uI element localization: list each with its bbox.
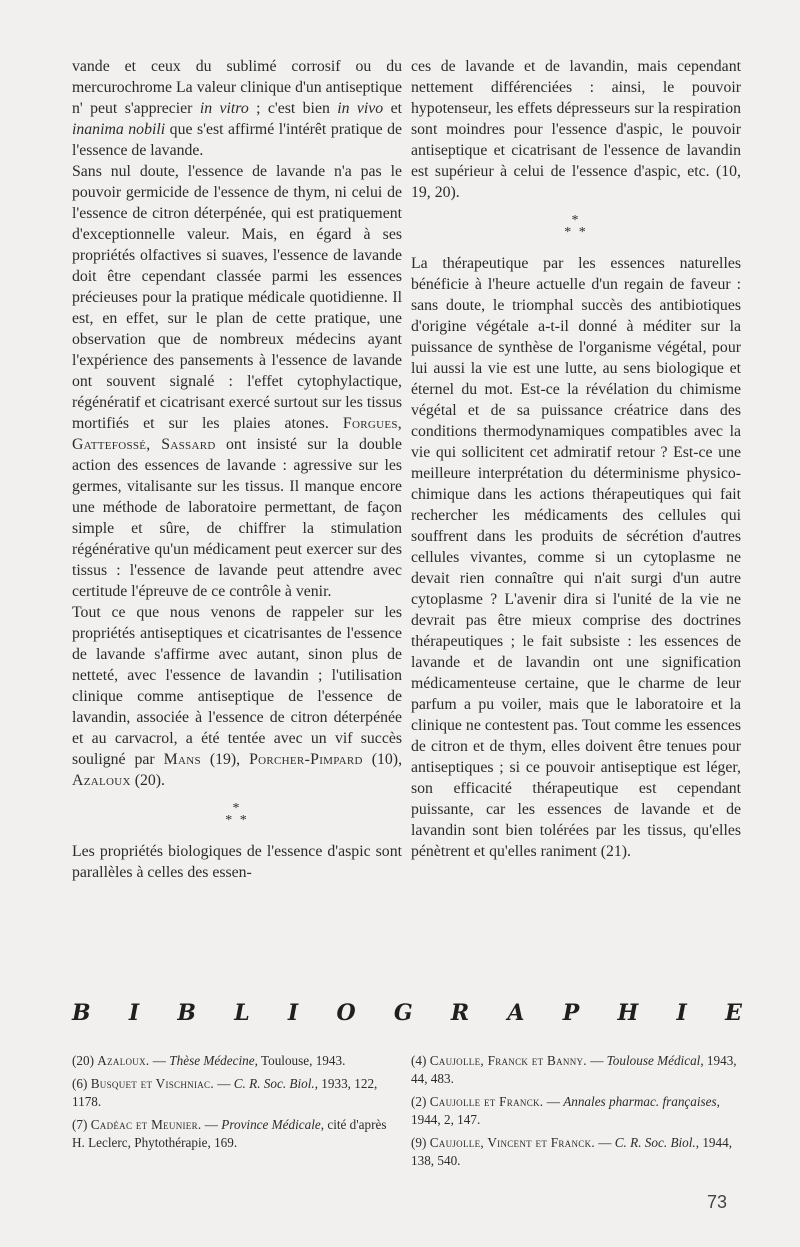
paragraph: Les propriétés biologiques de l'essence d'aspic sont parallèles à celles des essen-	[72, 843, 402, 881]
bibliography-entry: (9) Caujolle, Vincent et Franck. — C. R. Soc. Biol., 1944, 138, 540.	[411, 1135, 732, 1168]
paragraph: ces de lavande et de lavandin, mais cependant nettement différenciées : ainsi, le pouvoir hypotenseur, les effets dépresseurs sur la respiration sont moindres pour l'essence d'aspic, le pouvoir antiseptique et cicatrisant de l'essence de lavandin est supérieur à celui de l'essence d'aspic, etc. (10, 19, 20).	[411, 58, 741, 201]
heading-letter: O	[336, 1000, 356, 1026]
heading-letter: B	[72, 1000, 91, 1026]
heading-letter: I	[128, 1000, 140, 1026]
bibliography-left	[72, 1052, 402, 1157]
bibliography-entry: (20) Azaloux. — Thèse Médecine, Toulouse, 1943.	[72, 1053, 346, 1068]
paragraph: Tout ce que nous venons de rappeler sur les propriétés antiseptiques et cicatrisantes de l'essence de lavande s'affirme avec autant, sinon plus de netteté, avec l'essence de lavandin ; l'utilisation clinique comme antiseptique de l'essence de lavandin, associée à l'essence de citron déterpénée et au carvacrol, a été tentée avec un vif succès souligné par Mans (19), Porcher-Pimpard (10), Azaloux (20).	[72, 604, 403, 789]
bibliography-entry: (4) Caujolle, Franck et Banny. — Toulouse Médical, 1943, 44, 483.	[411, 1053, 737, 1086]
right-column	[411, 56, 741, 862]
bibliography-heading	[72, 1000, 742, 1026]
paragraph: Sans nul doute, l'essence de lavande n'a pas le pouvoir germicide de l'essence de thym, ni celui de l'essence de citron déterpénée, qui est pratiquement d'exceptionnelle valeur. Mais, en égard à ses propriétés olfactives si suaves, l'essence de lavande doit être cependant classée parmi les essences précieuses pour la pratique médicale quotidienne. Il est, en effet, sur le plan de cette pratique, une observation que de nombreux médecins ayant l'expérience des pansements à l'essence de lavande ont souvent signalé : l'effet cytophylactique, régénératif et cicatrisant exercé surtout sur les tissus mortifiés et sur les plaies atones. Forgues, Gattefossé, Sassard ont insisté sur la double action des essences de lavande : agressive sur les germes, vitalisante sur les tissus. Il manque encore une méthode de laboratoire permettant, de façon simple et sûre, de chiffrer la stimulation régénérative qu'un médicament peut exercer sur des tissus : l'essence de lavande peut attendre avec certitude l'épreuve de ce contrôle à venir.	[72, 163, 403, 600]
heading-letter: A	[507, 1000, 525, 1026]
bibliography-right	[411, 1052, 741, 1175]
heading-letter: I	[287, 1000, 299, 1026]
heading-letter: R	[450, 1000, 470, 1026]
heading-letter: B	[177, 1000, 196, 1026]
heading-letter: E	[725, 1000, 742, 1026]
heading-letter: P	[562, 1000, 580, 1026]
heading-letter: I	[676, 1000, 687, 1026]
paragraph: vande et ceux du sublimé corrosif ou du mercurochrome La valeur clinique d'un antiseptique n' peut s'apprecier in vitro ; c'est bien in vivo et inanima nobili que s'est affirmé l'intérêt pratique de l'essence de lavande.	[72, 58, 403, 159]
bibliography-entry: (6) Busquet et Vischniac. — C. R. Soc. Biol., 1933, 122, 1178.	[72, 1076, 378, 1109]
section-separator: * * *	[225, 801, 249, 828]
heading-letter: G	[393, 1000, 413, 1026]
paragraph: La thérapeutique par les essences naturelles bénéficie à l'heure actuelle d'un regain de faveur : sans doute, le triomphal succès des antibiotiques d'origine végétale a-t-il donné à méditer sur la puissance de synthèse de l'organisme végétal, pour lui aussi la vie est une lutte, au sens biologique et éternel du mot. Est-ce la révélation du chimisme végétal et de sa puissance créatrice dans des conditions thermodynamiques compatibles avec la vie qui sollicitent cet admiratif retour ? Est-ce une meilleure interprétation du déterminisme physico-chimique dans les actions thérapeutiques qui fait rechercher les médicaments des cellules qui souffrent dans les produits de sécrétion d'autres cellules vivantes, comme si un cytoplasme ne devait rien connaître qui n'ait surgi d'un autre cytoplasme ? L'avenir dira si l'unité de la vie ne devrait pas être mieux comprise des doctrines thérapeutiques ; le fait subsiste : les essences de lavande et de lavandin ont une signification médicamenteuse certaine, que le charme de leur parfum a pu voiler, mais que le laboratoire et la clinique ne contestent pas. Tout comme les essences de citron et de thym, elles doivent être tenues pour antiseptiques ; si ce pouvoir antiseptique est léger, son efficacité thérapeutique est cependant puissante, car les essences de lavande et de lavandin sont bien tolérées par les tissus, qu'elles pénètrent et qu'elles raniment (21).	[411, 255, 741, 860]
heading-letter: L	[234, 1000, 250, 1026]
section-separator: * * *	[564, 213, 588, 240]
bibliography-entry: (2) Caujolle et Franck. — Annales pharmac. françaises, 1944, 2, 147.	[411, 1094, 720, 1127]
bibliography-entry: (7) Cadéac et Meunier. — Province Médicale, cité d'après H. Leclerc, Phytothérapie, 169.	[72, 1117, 387, 1150]
page-number: 73	[707, 1192, 728, 1212]
heading-letter: H	[617, 1000, 639, 1026]
left-column	[72, 56, 402, 883]
